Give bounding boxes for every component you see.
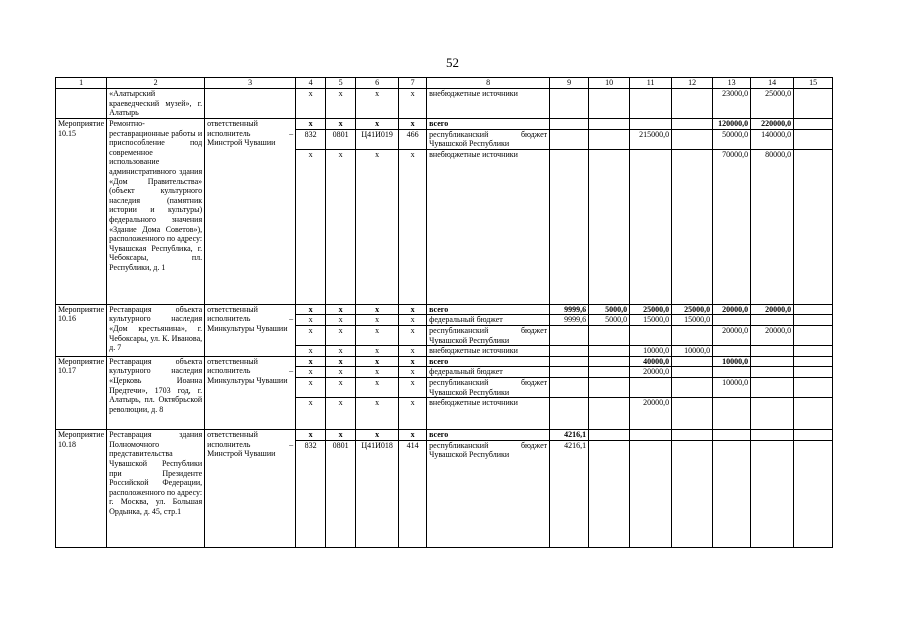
amount-cell [794,430,833,441]
amount-cell [550,377,589,397]
amount-cell [550,119,589,130]
amount-cell [713,398,751,430]
funding-source-cell: внебюджетные источники [427,89,550,119]
amount-cell [672,398,713,430]
amount-cell: 20000,0 [630,398,672,430]
table-row [56,119,833,130]
expense-type-cell: 414 [399,440,427,547]
amount-cell [672,129,713,149]
funding-source-cell: внебюджетные источники [427,149,550,304]
section-code-cell: х [326,325,356,345]
funding-source-cell: всего [427,430,550,441]
header-row [56,78,833,89]
expense-type-cell: 466 [399,129,427,149]
header-cell: 5 [326,78,356,89]
amount-cell [672,430,713,441]
amount-cell: 10000,0 [713,377,751,397]
section-code-cell: х [326,304,356,315]
gr-code-cell: х [296,398,326,430]
amount-cell [589,367,630,378]
amount-cell: 25000,0 [630,304,672,315]
amount-cell [672,89,713,119]
header-cell: 10 [589,78,630,89]
header-cell: 1 [56,78,107,89]
object-description-cell: «Алатырский краеведческий музей», г. Алатырь [107,89,205,119]
expense-type-cell: х [399,377,427,397]
expense-type-cell: х [399,149,427,304]
measure-cell: Мероприятие 10.18 [56,430,107,548]
section-code-cell: х [326,398,356,430]
table-row [56,89,833,119]
amount-cell: 5000,0 [589,315,630,326]
amount-cell: 10000,0 [713,356,751,367]
expense-type-cell: х [399,325,427,345]
amount-cell [589,149,630,304]
table-row [56,430,833,441]
responsible-cell: ответственный исполнитель – Минстрой Чувашии [205,430,296,548]
target-article-cell: Ц41И019 [356,129,399,149]
target-article-cell: х [356,89,399,119]
amount-cell: 70000,0 [713,149,751,304]
expense-type-cell: х [399,356,427,367]
amount-cell [713,430,751,441]
header-cell: 7 [399,78,427,89]
funding-source-cell: республиканский бюджет Чувашской Республики [427,325,550,345]
amount-cell [589,440,630,547]
amount-cell [550,149,589,304]
expense-type-cell: х [399,367,427,378]
amount-cell [589,430,630,441]
section-code-cell: х [326,377,356,397]
funding-source-cell: федеральный бюджет [427,315,550,326]
amount-cell [589,377,630,397]
amount-cell [589,89,630,119]
target-article-cell: х [356,315,399,326]
header-cell: 8 [427,78,550,89]
target-article-cell: х [356,356,399,367]
amount-cell [672,377,713,397]
amount-cell [751,398,794,430]
amount-cell: 9999,6 [550,315,589,326]
amount-cell [794,149,833,304]
measure-cell: Мероприятие 10.15 [56,119,107,305]
funding-source-cell: всего [427,119,550,130]
header-cell: 14 [751,78,794,89]
section-code-cell: х [326,119,356,130]
amount-cell: 215000,0 [630,129,672,149]
amount-cell [794,325,833,345]
amount-cell [713,346,751,357]
gr-code-cell: х [296,430,326,441]
amount-cell: 20000,0 [751,325,794,345]
funding-source-cell: внебюджетные источники [427,346,550,357]
header-cell: 15 [794,78,833,89]
amount-cell [794,119,833,130]
table-row [56,356,833,367]
object-description-cell: Реставрация объекта культурного наследия «Церковь Иоанна Предтечи», 1703 год, г. Алатырь, пл. Октябрьской революции, д. 8 [107,356,205,429]
amount-cell [672,440,713,547]
amount-cell: 10000,0 [630,346,672,357]
funding-source-cell: республиканский бюджет Чувашской Республики [427,440,550,547]
expense-type-cell: х [399,430,427,441]
target-article-cell: х [356,430,399,441]
budget-table [55,77,833,548]
amount-cell [589,129,630,149]
amount-cell [550,367,589,378]
gr-code-cell: х [296,304,326,315]
funding-source-cell: республиканский бюджет Чувашской Республики [427,129,550,149]
amount-cell: 120000,0 [713,119,751,130]
amount-cell [630,325,672,345]
amount-cell [550,129,589,149]
section-code-cell: х [326,315,356,326]
object-description-cell: Ремонтно-реставрационные работы и приспособление под современное использование административного здания «Дом Правительства» (объект культурного наследия (памятник истории и культуры) федерального значения «Здание Дома Советов»), расположенного по адресу: Чувашская Республика, г. Чебоксары, пл. Республики, д. 1 [107,119,205,305]
table-row [56,304,833,315]
amount-cell [630,149,672,304]
funding-source-cell: федеральный бюджет [427,367,550,378]
gr-code-cell: х [296,119,326,130]
funding-source-cell: всего [427,304,550,315]
amount-cell [794,440,833,547]
header-cell: 3 [205,78,296,89]
amount-cell: 5000,0 [589,304,630,315]
amount-cell: 20000,0 [713,325,751,345]
amount-cell [751,440,794,547]
funding-source-cell: республиканский бюджет Чувашской Республики [427,377,550,397]
amount-cell [794,129,833,149]
amount-cell [713,440,751,547]
amount-cell: 20000,0 [751,304,794,315]
amount-cell [630,430,672,441]
target-article-cell: х [356,304,399,315]
amount-cell [794,367,833,378]
target-article-cell: х [356,398,399,430]
expense-type-cell: х [399,89,427,119]
gr-code-cell: х [296,149,326,304]
responsible-cell: ответственный исполнитель – Минстрой Чувашии [205,119,296,305]
target-article-cell: Ц41И018 [356,440,399,547]
amount-cell: 10000,0 [672,346,713,357]
amount-cell [672,119,713,130]
gr-code-cell: х [296,356,326,367]
amount-cell: 140000,0 [751,129,794,149]
amount-cell [630,89,672,119]
responsible-cell: ответственный исполнитель – Минкультуры Чувашии [205,304,296,356]
object-description-cell: Реставрация здания Полномочного представительства Чувашской Республики при Президенте Российской Федерации, расположенного по адресу: г. Москва, ул. Большая Ордынка, д. 45, стр.1 [107,430,205,548]
amount-cell: 4216,1 [550,440,589,547]
section-code-cell: 0801 [326,440,356,547]
amount-cell [794,377,833,397]
expense-type-cell: х [399,119,427,130]
expense-type-cell: х [399,398,427,430]
amount-cell [589,119,630,130]
funding-source-cell: внебюджетные источники [427,398,550,430]
amount-cell: 25000,0 [751,89,794,119]
amount-cell [794,356,833,367]
amount-cell [751,377,794,397]
amount-cell [672,325,713,345]
amount-cell [713,315,751,326]
responsible-cell [205,89,296,119]
gr-code-cell: х [296,325,326,345]
amount-cell: 40000,0 [630,356,672,367]
target-article-cell: х [356,119,399,130]
amount-cell [672,367,713,378]
gr-code-cell: х [296,377,326,397]
section-code-cell: х [326,89,356,119]
gr-code-cell: х [296,346,326,357]
target-article-cell: х [356,367,399,378]
responsible-cell: ответственный исполнитель – Минкультуры Чувашии [205,356,296,429]
section-code-cell: х [326,346,356,357]
amount-cell [751,346,794,357]
gr-code-cell: 832 [296,129,326,149]
section-code-cell: 0801 [326,129,356,149]
section-code-cell: х [326,430,356,441]
gr-code-cell: х [296,315,326,326]
expense-type-cell: х [399,346,427,357]
amount-cell: 23000,0 [713,89,751,119]
section-code-cell: х [326,356,356,367]
amount-cell [589,398,630,430]
amount-cell [794,89,833,119]
amount-cell: 50000,0 [713,129,751,149]
amount-cell [751,367,794,378]
amount-cell [550,398,589,430]
amount-cell [794,398,833,430]
amount-cell [751,430,794,441]
amount-cell [550,346,589,357]
expense-type-cell: х [399,315,427,326]
amount-cell [794,315,833,326]
gr-code-cell: х [296,89,326,119]
amount-cell [630,440,672,547]
amount-cell [794,304,833,315]
gr-code-cell: х [296,367,326,378]
amount-cell [672,356,713,367]
amount-cell: 15000,0 [672,315,713,326]
page-number: 52 [446,55,459,70]
expense-type-cell: х [399,304,427,315]
amount-cell: 4216,1 [550,430,589,441]
header-cell: 9 [550,78,589,89]
header-cell: 4 [296,78,326,89]
measure-cell: Мероприятие 10.16 [56,304,107,356]
amount-cell: 80000,0 [751,149,794,304]
amount-cell [589,325,630,345]
amount-cell [672,149,713,304]
amount-cell [713,367,751,378]
object-description-cell: Реставрация объекта культурного наследия «Дом крестьянина», г. Чебоксары, ул. К. Иванова, д. 7 [107,304,205,356]
header-cell: 13 [713,78,751,89]
amount-cell [794,346,833,357]
amount-cell: 220000,0 [751,119,794,130]
section-code-cell: х [326,149,356,304]
amount-cell [751,356,794,367]
target-article-cell: х [356,346,399,357]
target-article-cell: х [356,377,399,397]
amount-cell [589,346,630,357]
amount-cell: 20000,0 [713,304,751,315]
measure-cell: Мероприятие 10.17 [56,356,107,429]
header-cell: 11 [630,78,672,89]
amount-cell: 9999,6 [550,304,589,315]
header-cell: 2 [107,78,205,89]
amount-cell: 15000,0 [630,315,672,326]
amount-cell: 25000,0 [672,304,713,315]
header-cell: 12 [672,78,713,89]
amount-cell: 20000,0 [630,367,672,378]
target-article-cell: х [356,325,399,345]
funding-source-cell: всего [427,356,550,367]
amount-cell [630,119,672,130]
amount-cell [630,377,672,397]
header-cell: 6 [356,78,399,89]
section-code-cell: х [326,367,356,378]
amount-cell [751,315,794,326]
gr-code-cell: 832 [296,440,326,547]
amount-cell [550,89,589,119]
target-article-cell: х [356,149,399,304]
table-body [56,78,833,548]
amount-cell [589,356,630,367]
amount-cell [550,356,589,367]
amount-cell [550,325,589,345]
measure-cell [56,89,107,119]
